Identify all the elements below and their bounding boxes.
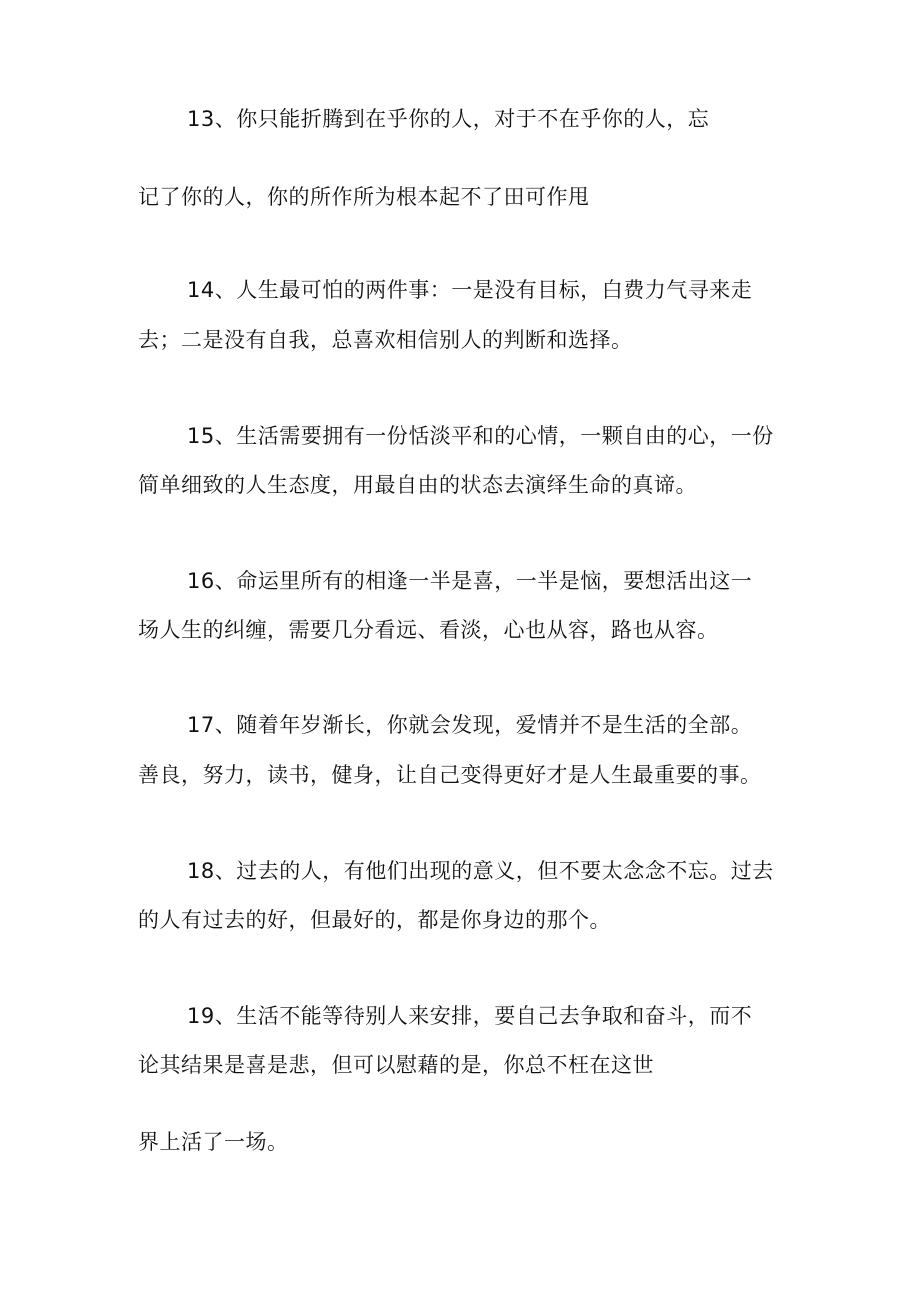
item-18-line-2: 的人有过去的好，但最好的，都是你身边的那个。 bbox=[138, 908, 611, 932]
item-19-line-1: 19、生活不能等待别人来安排，要自己去争取和奋斗，而不 bbox=[187, 1004, 753, 1028]
item-13-line-2: 记了你的人，你的所作所为根本起不了田可作甩 bbox=[138, 185, 590, 209]
item-16-line-2: 场人生的纠缠，需要几分看远、看淡，心也从容，路也从容。 bbox=[138, 618, 719, 642]
item-15-line-1: 15、生活需要拥有一份恬淡平和的心情，一颗自由的心，一份 bbox=[187, 424, 774, 448]
item-17-line-1: 17、随着年岁渐长，你就会发现，爱情并不是生活的全部。 bbox=[187, 713, 753, 737]
item-16-line-1: 16、命运里所有的相逢一半是喜，一半是恼，要想活出这一 bbox=[187, 569, 753, 593]
item-17-line-2: 善良，努力，读书，健身，让自己变得更好才是人生最重要的事。 bbox=[138, 763, 762, 787]
item-14-line-1: 14、人生最可怕的两件事：一是没有目标，白费力气寻来走 bbox=[187, 278, 753, 302]
item-15-line-2: 简单细致的人生态度，用最自由的状态去演绎生命的真谛。 bbox=[138, 473, 697, 497]
item-19-line-3: 界上活了一场。 bbox=[138, 1130, 289, 1154]
item-18-line-1: 18、过去的人，有他们出现的意义，但不要太念念不忘。过去 bbox=[187, 859, 774, 883]
item-19-line-2: 论其结果是喜是悲，但可以慰藉的是，你总不枉在这世 bbox=[138, 1053, 654, 1077]
item-13-line-1: 13、你只能折腾到在乎你的人，对于不在乎你的人，忘 bbox=[187, 107, 710, 131]
item-14-line-2: 去；二是没有自我，总喜欢相信别人的判断和选择。 bbox=[138, 328, 633, 352]
